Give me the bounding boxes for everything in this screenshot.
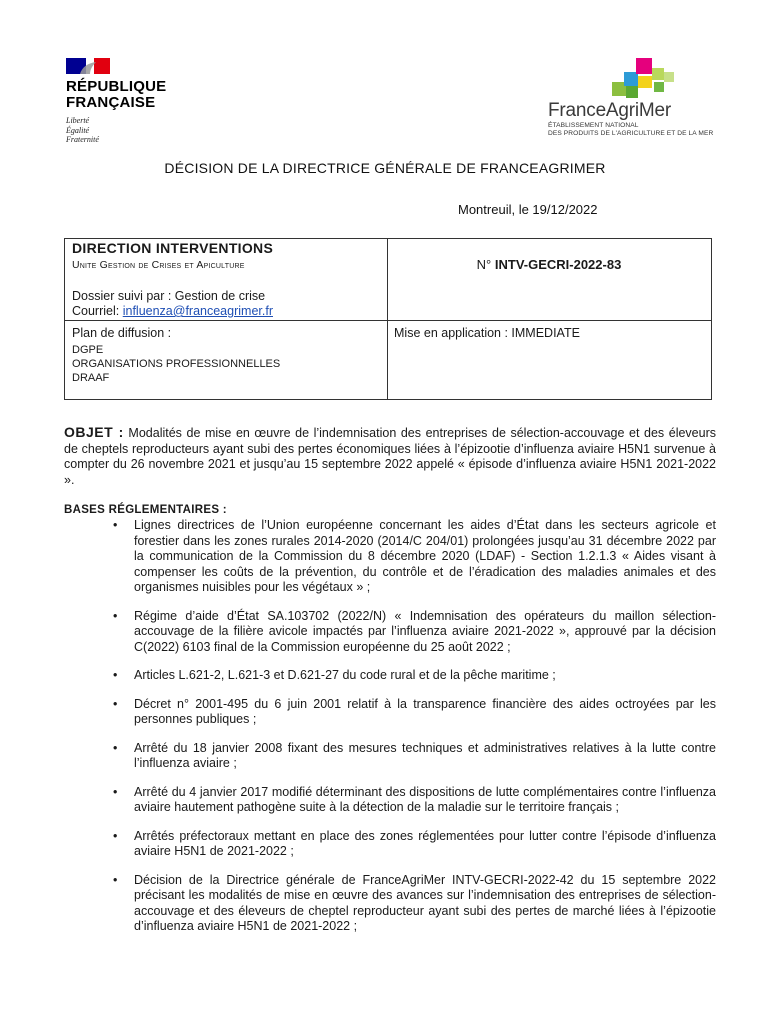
reference-value: INTV-GECRI-2022-83: [494, 257, 622, 272]
list-item: • Arrêtés préfectoraux mettant en place des zones réglementées pour lutter contre l’épisode d’influenza aviaire H5N1 de 2021-2022 ;: [113, 828, 716, 858]
plan-diffusion-item: ORGANISATIONS PROFESSIONNELLES: [72, 358, 281, 370]
list-item: • Articles L.621-2, L.621-3 et D.621-27 du code rural et de la pêche maritime ;: [113, 668, 556, 682]
franceagrimer-squares-icon: [610, 58, 680, 98]
bullet-icon: •: [113, 518, 118, 532]
objet-label: OBJET :: [64, 424, 124, 440]
bullet-icon: •: [113, 784, 118, 799]
republique-francaise-logo: [66, 58, 166, 145]
courriel-label: Courriel:: [72, 304, 123, 318]
plan-diffusion-list: [72, 343, 280, 385]
objet-text: Modalités de mise en œuvre de l’indemnisation des entreprises de sélection-accouvage et des éleveurs de cheptels reproducteurs ayant subi des pertes économiques liées à l’épizootie d’influenza aviaire H5N1 survenue à compter du 26 novembre 2021 et jusqu’au 15 septembre 2022 appelé « épisode d’influenza aviaire H5N1 2021-2022 ».: [64, 426, 716, 487]
list-item: • Décision de la Directrice générale de FranceAgriMer INTV-GECRI-2022-42 du 15 septembre 2022 précisant les modalités de mise en œuvre des avances sur l’indemnisation des entreprises de sélection-accouvage et des éleveurs de cheptel reproducteur ayant subi des pertes de marché liées à l’épizootie d’influenza aviaire H5N1 de 2021-2022 ;: [113, 872, 716, 933]
bullet-icon: •: [113, 872, 118, 887]
franceagrimer-name: FranceAgriMer: [548, 100, 672, 121]
direction-unit: Unite Gestion de Crises et Apiculture: [72, 259, 245, 271]
rf-title: RÉPUBLIQUE FRANÇAISE: [66, 78, 167, 111]
bases-reglementaires-list: [113, 518, 716, 948]
objet-paragraph: [64, 425, 716, 488]
list-item: • Arrêté du 18 janvier 2008 fixant des mesures techniques et administratives relatives à la lutte contre l’influenza aviaire ;: [113, 740, 716, 770]
marianne-flag-icon: [66, 58, 110, 76]
document-title: DÉCISION DE LA DIRECTRICE GÉNÉRALE DE FRANCEAGRIMER: [164, 160, 606, 176]
bullet-icon: •: [113, 608, 118, 623]
franceagrimer-subtitle: ÉTABLISSEMENT NATIONAL DES PRODUITS DE L'AGRICULTURE ET DE LA MER: [548, 122, 714, 137]
followed-by: Dossier suivi par : Gestion de crise: [72, 289, 266, 303]
bullet-icon: •: [113, 696, 118, 711]
plan-diffusion-label: Plan de diffusion :: [72, 326, 172, 340]
bullet-icon: •: [113, 828, 118, 843]
list-item: • Décret n° 2001-495 du 6 juin 2001 relatif à la transparence financière des aides octroyées par les personnes publiques ;: [113, 696, 716, 726]
plan-diffusion-item: DRAAF: [72, 372, 110, 384]
list-item: • Arrêté du 4 janvier 2017 modifié déterminant des dispositions de lutte complémentaires contre l’influenza aviaire hautement pathogène suite à la détection de la maladie sur le territoire français ;: [113, 784, 716, 814]
list-item: • Lignes directrices de l’Union européenne concernant les aides d’État dans les secteurs agricole et forestier dans les zones rurales 2014-2020 (2014/C 204/01) prolongées jusqu’au 31 décembre 2022 par la communication de la Commission du 8 décembre 2020 (LDAF) - Section 1.2.1.3 « Aides visant à compenser les coûts de la prévention, du contrôle et de l’éradication des maladies animales et des organismes nuisibles pour les végétaux » ;: [113, 518, 716, 594]
mise-en-application: Mise en application : IMMEDIATE: [394, 326, 580, 340]
place-date: Montreuil, le 19/12/2022: [458, 202, 598, 217]
rf-motto: Liberté Égalité Fraternité: [66, 116, 99, 144]
courriel-email-link[interactable]: influenza@franceagrimer.fr: [122, 304, 273, 318]
bullet-icon: •: [113, 668, 118, 682]
bases-reglementaires-title: BASES RÉGLEMENTAIRES :: [64, 504, 227, 516]
bullet-icon: •: [113, 740, 118, 755]
courriel-line: [72, 304, 273, 318]
franceagrimer-logo: [548, 58, 738, 138]
direction-title: DIRECTION INTERVENTIONS: [72, 240, 274, 256]
list-item: • Régime d’aide d’État SA.103702 (2022/N) « Indemnisation des opérateurs du maillon sélection-accouvage de la filière avicole impactés par l’influenza aviaire 2021-2022 », approuvé par la décision C(2022) 6103 final de la Commission européenne du 25 août 2022 ;: [113, 608, 716, 654]
box-divider-horizontal: [64, 320, 711, 321]
reference-number: [388, 257, 710, 272]
reference-prefix: N°: [476, 257, 495, 272]
plan-diffusion-item: DGPE: [72, 344, 104, 356]
